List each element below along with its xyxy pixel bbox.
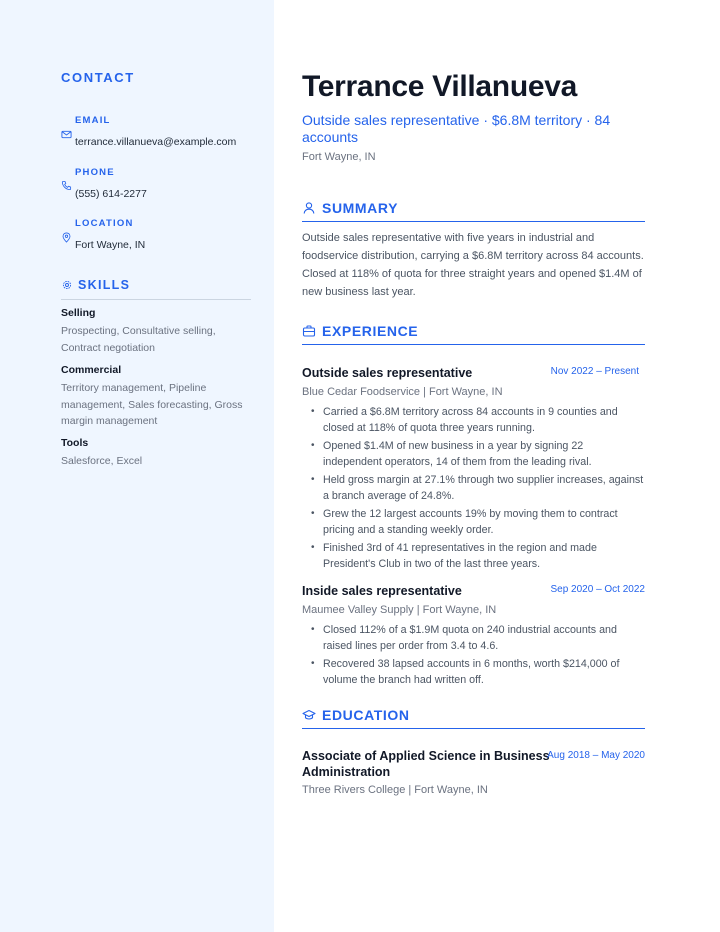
location-label: LOCATION [75, 218, 134, 229]
job-bullet: • Opened $1.4M of new business in a year by signing 22 independent operators, 14 of them from the leading rival. [302, 438, 645, 470]
contact-heading: CONTACT [61, 70, 135, 85]
summary-heading [302, 200, 645, 222]
summary-title: SUMMARY [322, 200, 399, 216]
job-bullets [302, 622, 645, 688]
experience-heading [302, 323, 645, 345]
experience-title: EXPERIENCE [322, 323, 419, 339]
job-title: Outside sales representative [302, 366, 473, 380]
sidebar [0, 0, 274, 932]
skill-category: Tools [61, 437, 89, 449]
job-org: Maumee Valley Supply | Fort Wayne, IN [302, 604, 497, 616]
education-org: Three Rivers College | Fort Wayne, IN [302, 784, 488, 796]
map-pin-icon [61, 232, 72, 243]
job-bullet: • Closed 112% of a $1.9M quota on 240 industrial accounts and raised lines per order from 3.4 to 4.6. [302, 622, 645, 654]
skills-heading [61, 277, 251, 300]
summary-text: Outside sales representative with five years in industrial and foodservice distribution, carrying a $6.8M territory across 84 accounts. Closed at 118% of quota for three straight years and opened $1.4M of new business last year. [302, 232, 644, 298]
skill-group-tools [61, 436, 251, 470]
header-location: Fort Wayne, IN [302, 151, 376, 163]
phone-icon [61, 180, 72, 191]
user-icon [302, 201, 316, 215]
phone-value[interactable]: (555) 614-2277 [75, 188, 147, 200]
email-value[interactable]: terrance.villanueva@example.com [75, 136, 237, 148]
job-bullet: • Grew the 12 largest accounts 19% by moving them to contract pricing and a standing weekly order. [302, 506, 645, 538]
job-bullet: • Carried a $6.8M territory across 84 accounts in 9 counties and closed at 118% of quota three years running. [302, 404, 645, 436]
skill-group-selling [61, 306, 251, 356]
skills-title: SKILLS [78, 278, 131, 292]
skill-group-commercial [61, 363, 251, 430]
job-bullet: • Held gross margin at 27.1% through two supplier increases, against a branch average of 24.8%. [302, 472, 645, 504]
education-entry [302, 748, 645, 796]
education-dates: Aug 2018 – May 2020 [547, 750, 645, 761]
job-entry [302, 366, 645, 574]
job-bullet: • Recovered 38 lapsed accounts in 6 months, worth $214,000 of volume the branch had written off. [302, 656, 645, 688]
graduation-cap-icon [302, 708, 316, 722]
job-title: Inside sales representative [302, 584, 462, 598]
main-content [274, 0, 720, 932]
phone-label: PHONE [75, 167, 115, 178]
skill-items: Territory management, Pipeline management, Sales forecasting, Gross margin management [61, 382, 243, 427]
job-org: Blue Cedar Foodservice | Fort Wayne, IN [302, 386, 503, 398]
job-dates: Nov 2022 – Present [550, 366, 639, 377]
location-value: Fort Wayne, IN [75, 239, 146, 251]
degree: Associate of Applied Science in Business Administration [302, 749, 550, 779]
briefcase-icon [302, 324, 316, 338]
education-title: EDUCATION [322, 707, 410, 723]
gear-icon [61, 279, 73, 291]
job-dates: Sep 2020 – Oct 2022 [550, 584, 645, 595]
skill-items: Prospecting, Consultative selling, Contract negotiation [61, 325, 216, 354]
mail-icon [61, 129, 72, 140]
job-bullet: • Finished 3rd of 41 representatives in the region and made President's Club in two of the last three years. [302, 540, 645, 572]
job-bullets [302, 404, 645, 572]
skill-category: Commercial [61, 364, 122, 376]
skill-items: Salesforce, Excel [61, 455, 143, 467]
skill-category: Selling [61, 307, 96, 319]
education-heading [302, 707, 645, 729]
email-label: EMAIL [75, 115, 111, 126]
headline: Outside sales representative · $6.8M territory · 84 accounts [302, 112, 611, 145]
job-entry [302, 584, 645, 690]
candidate-name: Terrance Villanueva [302, 70, 578, 103]
